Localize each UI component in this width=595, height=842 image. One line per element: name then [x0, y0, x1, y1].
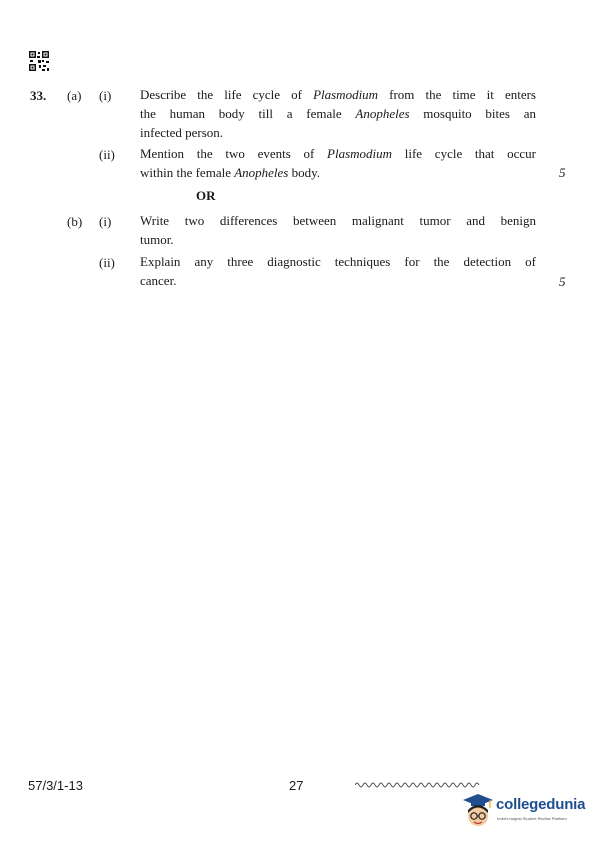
part-a-i-text	[140, 85, 536, 142]
logo-tagline: India's largest Student Review Platform	[497, 816, 567, 821]
text-line: the human body till a female Anopheles mosquito bites an	[140, 106, 537, 121]
text-line: Describe the life cycle of Plasmodium from the time it enters	[140, 87, 536, 102]
part-b-ii-text	[140, 252, 536, 290]
part-a-ii-label: (ii)	[99, 147, 115, 162]
collegedunia-logo	[462, 792, 592, 832]
part-a-label: (a)	[67, 88, 82, 103]
logo-brand-text: collegedunia	[496, 796, 586, 813]
text-line: tumor.	[140, 232, 174, 247]
wavy-line-decoration	[355, 781, 480, 789]
graduate-face-icon	[462, 792, 494, 832]
part-b-ii-label: (ii)	[99, 255, 115, 270]
text-line: cancer.	[140, 273, 177, 288]
text-line: Write two differences between malignant tumor and benign	[140, 213, 536, 228]
marks-part-b: 5	[559, 274, 566, 289]
page-number: 27	[289, 778, 304, 793]
text-line: within the female Anopheles body.	[140, 165, 321, 180]
marks-part-a: 5	[559, 165, 566, 180]
qr-code-icon	[28, 50, 50, 72]
part-b-label: (b)	[67, 214, 83, 229]
part-b-i-text	[140, 211, 536, 249]
part-a-ii-text	[140, 144, 536, 182]
paper-code: 57/3/1-13	[28, 778, 83, 793]
part-b-i-label: (i)	[99, 214, 112, 229]
part-a-i-label: (i)	[99, 88, 112, 103]
text-line: infected person.	[140, 125, 224, 140]
or-separator: OR	[196, 188, 216, 203]
text-line: Mention the two events of Plasmodium life cycle that occur	[140, 146, 537, 161]
question-number: 33.	[30, 88, 47, 103]
text-line: Explain any three diagnostic techniques for the detection of	[140, 254, 536, 269]
